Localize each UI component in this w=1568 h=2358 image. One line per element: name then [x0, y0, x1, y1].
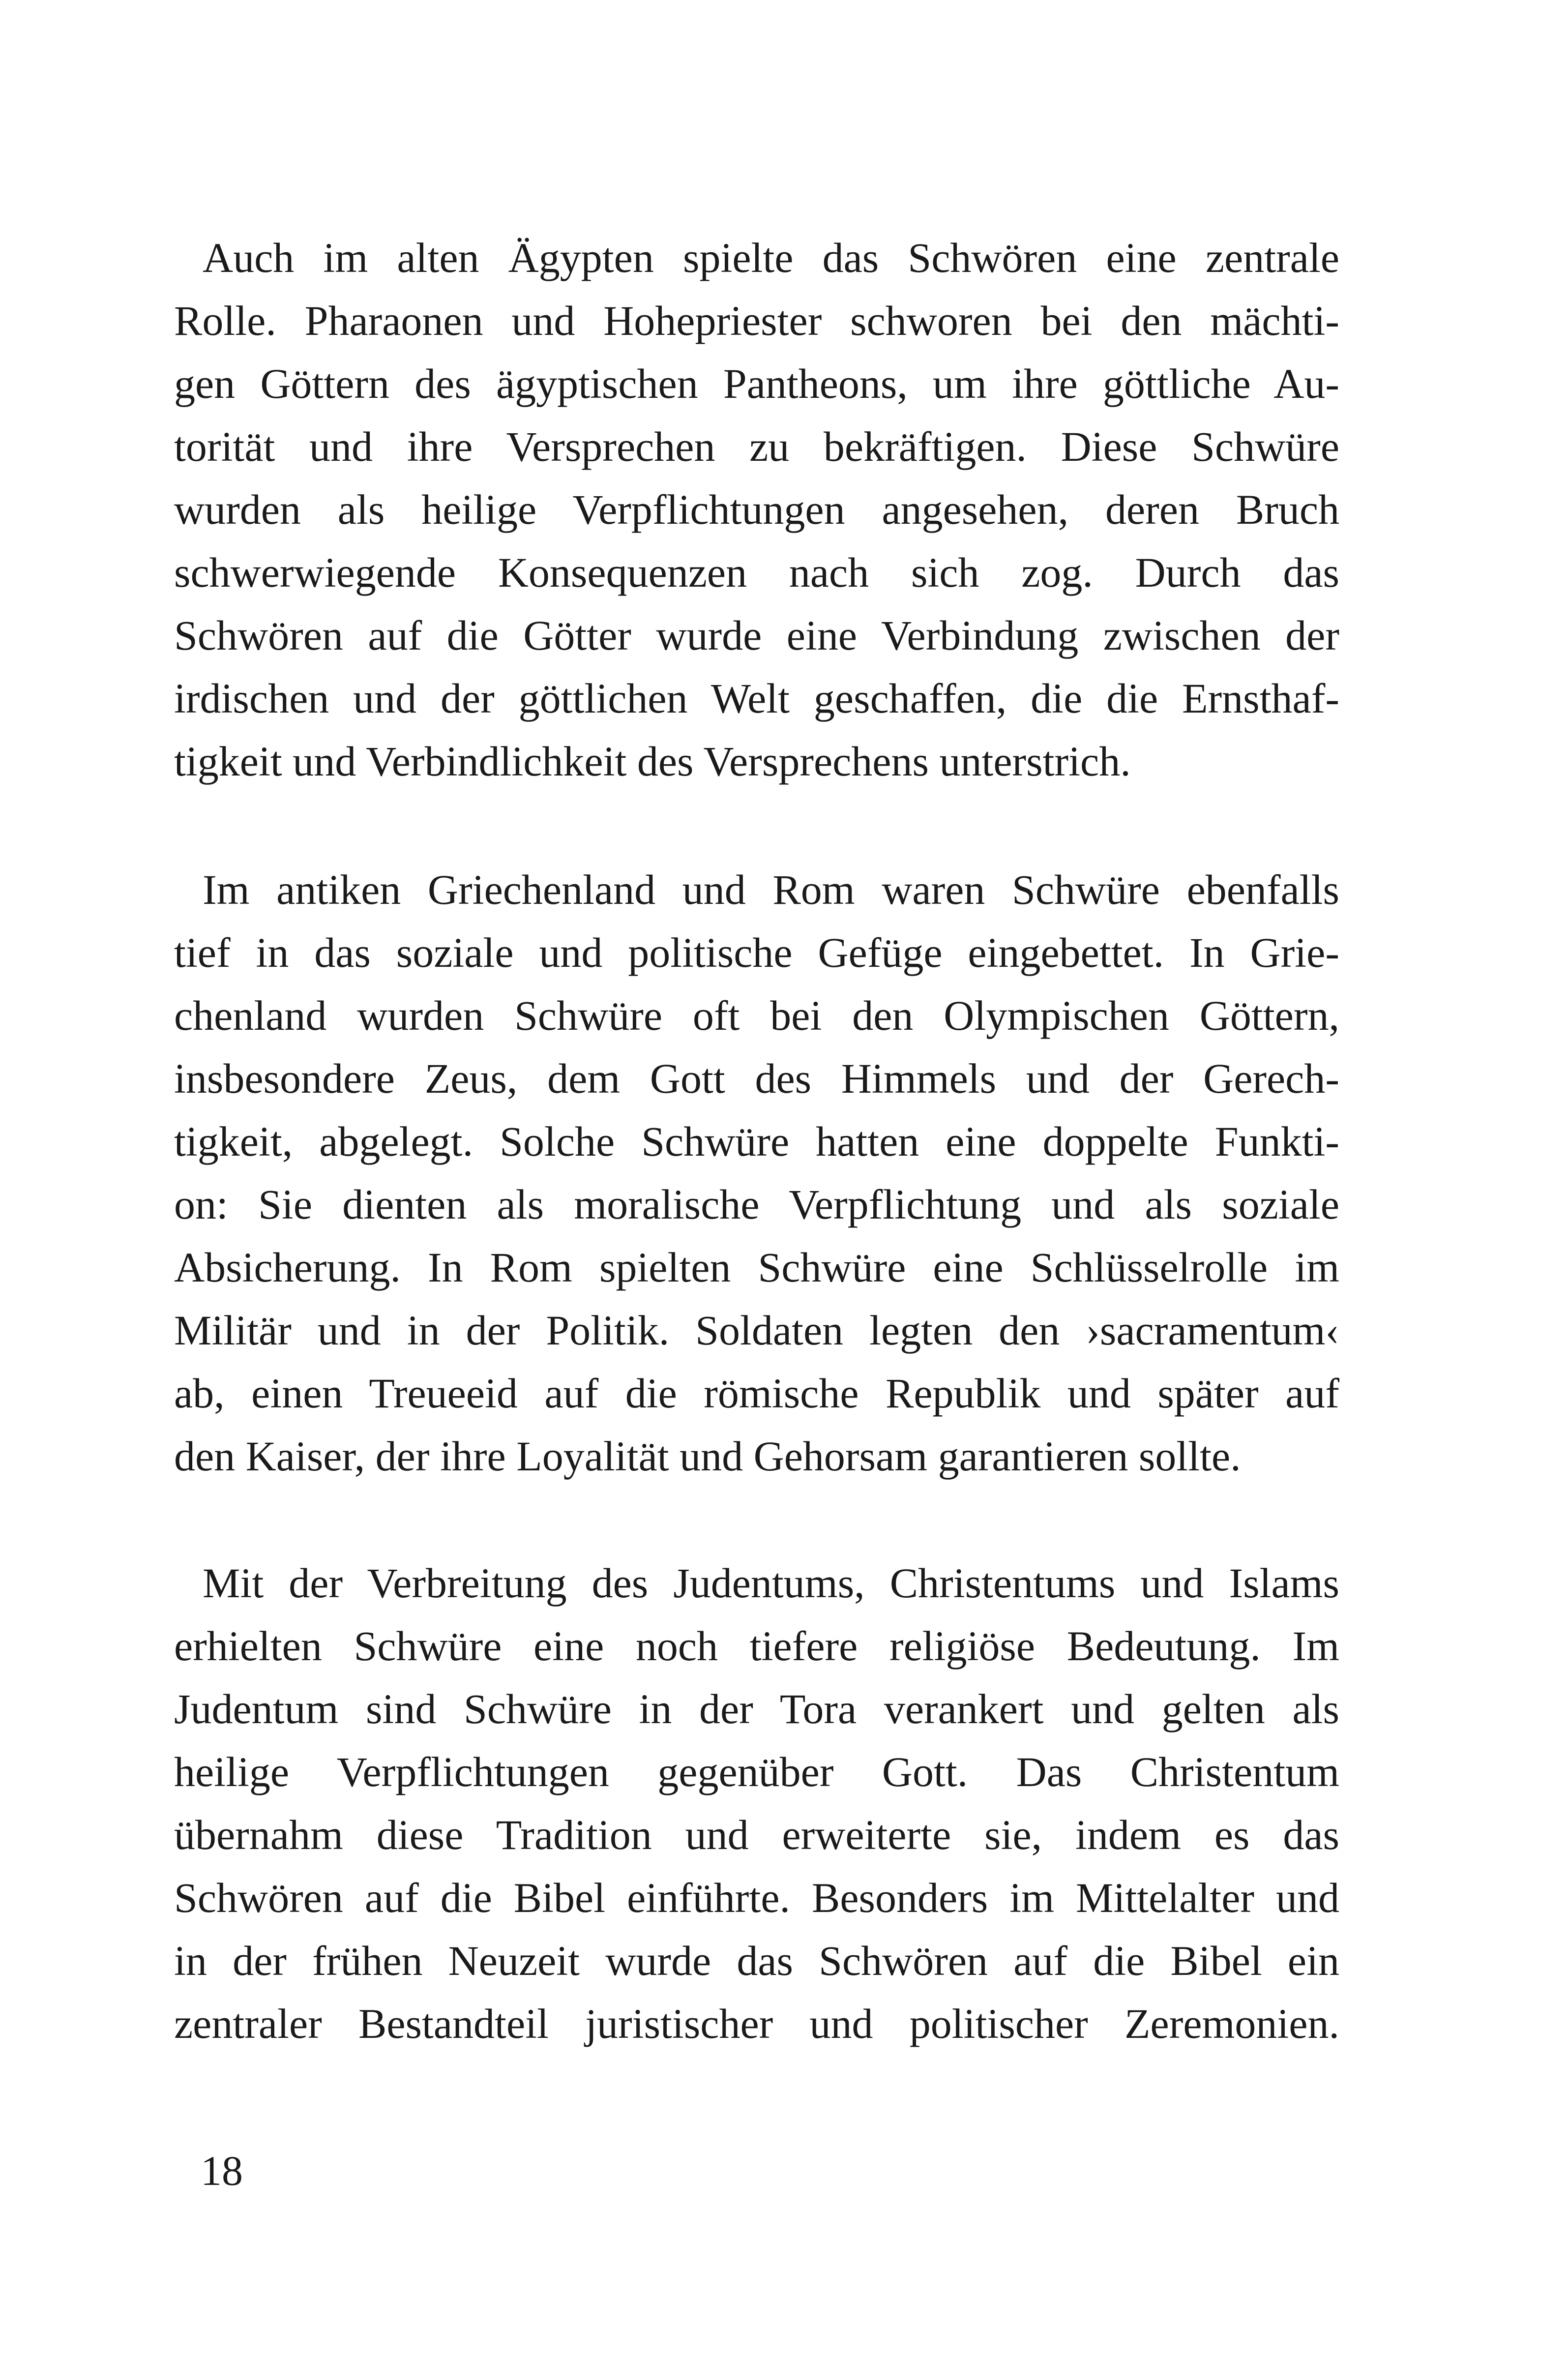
text-line: Militär und in der Politik. Soldaten legten den ›sacramentum‹ — [174, 1307, 1339, 1354]
text-line: Schwören auf die Bibel einführte. Besonders im Mittelalter und — [174, 1874, 1339, 1921]
page-number: 18 — [201, 2147, 243, 2194]
text-line: heilige Verpflichtungen gegenüber Gott. Das Christentum — [174, 1748, 1339, 1795]
text-line: torität und ihre Versprechen zu bekräftigen. Diese Schwüre — [174, 423, 1339, 470]
text-line: Mit der Verbreitung des Judentums, Christentums und Islams — [203, 1559, 1339, 1607]
text-line: den Kaiser, der ihre Loyalität und Gehorsam garantieren sollte. — [174, 1433, 1241, 1480]
text-line: tief in das soziale und politische Gefüge eingebettet. In Grie- — [174, 929, 1339, 976]
text-line: on: Sie dienten als moralische Verpflichtung und als soziale — [174, 1181, 1339, 1228]
text-line: Judentum sind Schwüre in der Tora verankert und gelten als — [174, 1685, 1339, 1732]
text-line: Im antiken Griechenland und Rom waren Schwüre ebenfalls — [203, 866, 1339, 913]
text-line: tigkeit und Verbindlichkeit des Versprechens unterstrich. — [174, 738, 1131, 785]
text-line: tigkeit, abgelegt. Solche Schwüre hatten eine doppelte Funkti- — [174, 1118, 1339, 1165]
text-line: Schwören auf die Götter wurde eine Verbindung zwischen der — [174, 612, 1339, 659]
text-line: chenland wurden Schwüre oft bei den Olympischen Göttern, — [174, 992, 1339, 1039]
paragraph-abrahamic-religions — [174, 1552, 1339, 2055]
paragraph-egypt — [174, 226, 1339, 793]
text-line: erhielten Schwüre eine noch tiefere religiöse Bedeutung. Im — [174, 1622, 1339, 1670]
text-line: Auch im alten Ägypten spielte das Schwören eine zentrale — [203, 234, 1339, 281]
text-line: übernahm diese Tradition und erweiterte sie, indem es das — [174, 1811, 1339, 1858]
text-line: Absicherung. In Rom spielten Schwüre eine Schlüsselrolle im — [174, 1244, 1339, 1291]
text-line: zentraler Bestandteil juristischer und politischer Zeremonien. — [174, 2000, 1339, 2047]
text-line: irdischen und der göttlichen Welt geschaffen, die die Ernsthaf- — [174, 675, 1339, 722]
text-line: in der frühen Neuzeit wurde das Schwören auf die Bibel ein — [174, 1937, 1339, 1984]
text-line: Rolle. Pharaonen und Hohepriester schworen bei den mächti- — [174, 297, 1339, 344]
text-line: insbesondere Zeus, dem Gott des Himmels und der Gerech- — [174, 1055, 1339, 1102]
text-line: wurden als heilige Verpflichtungen angesehen, deren Bruch — [174, 486, 1339, 533]
text-line: gen Göttern des ägyptischen Pantheons, um ihre göttliche Au- — [174, 360, 1339, 407]
paragraph-greece-rome — [174, 858, 1339, 1488]
text-line: ab, einen Treueeid auf die römische Republik und später auf — [174, 1370, 1339, 1417]
text-line: schwerwiegende Konsequenzen nach sich zog. Durch das — [174, 549, 1339, 596]
